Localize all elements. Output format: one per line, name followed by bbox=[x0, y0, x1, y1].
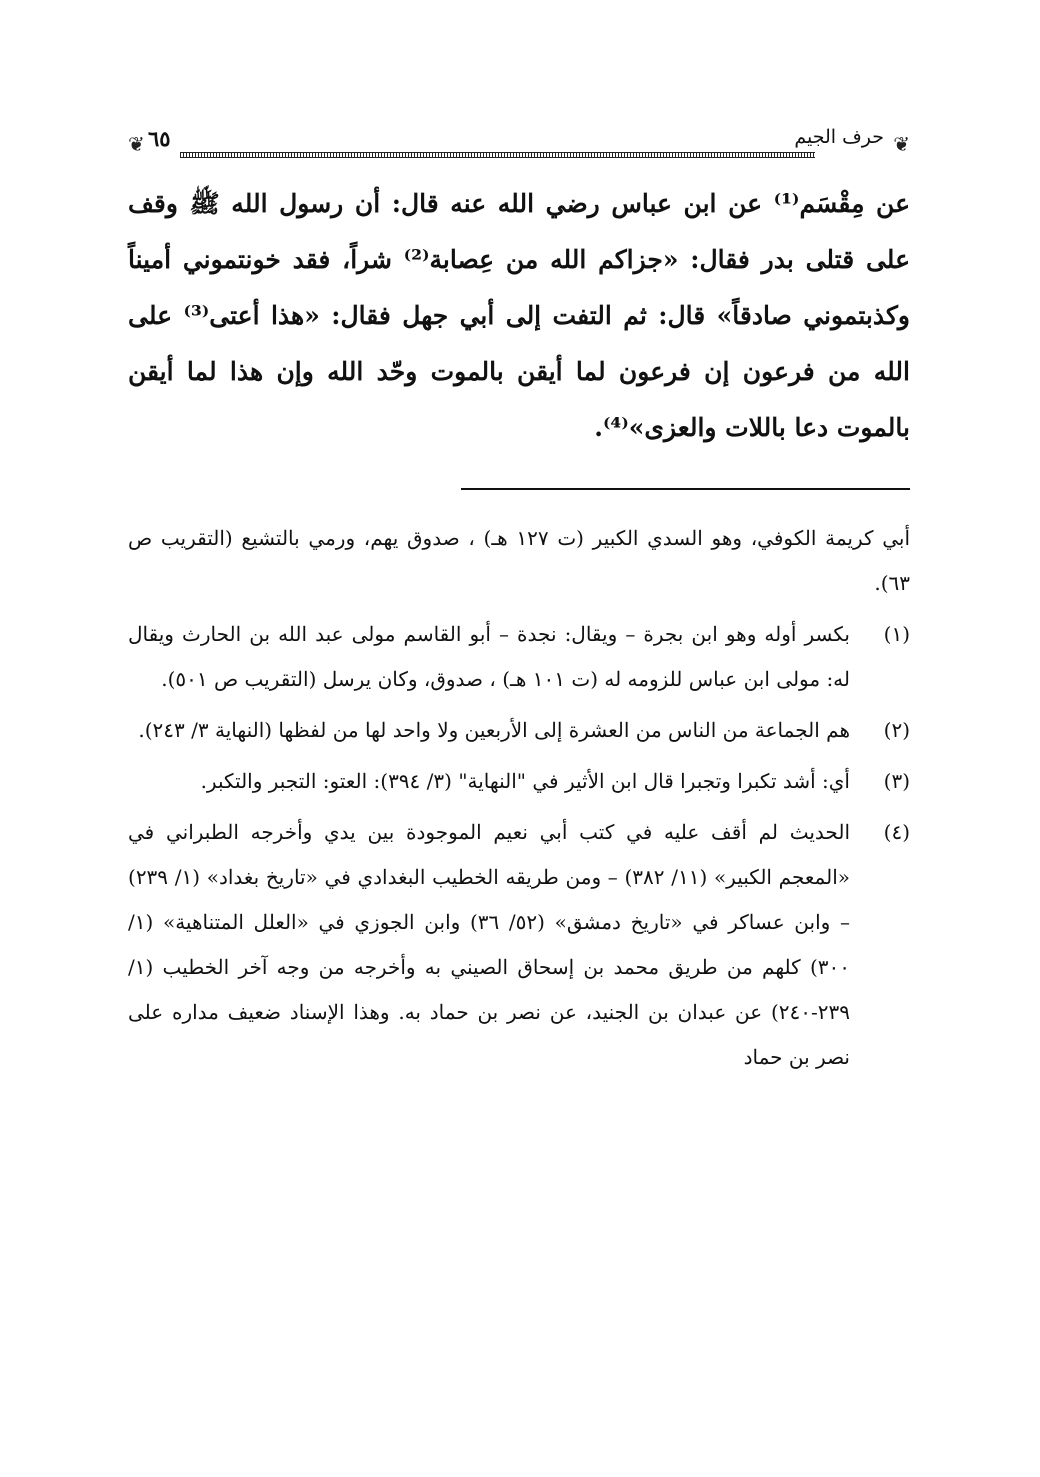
footnote-1 bbox=[128, 612, 910, 702]
footnote-text: هم الجماعة من الناس من العشرة إلى الأربعين ولا واحد لها من لفظها (النهاية ٣/ ٢٤٣). bbox=[138, 718, 850, 742]
footnote-text: أي: أشد تكبرا وتجبرا قال ابن الأثير في "النهاية" (٣/ ٣٩٤): العتو: التجبر والتكبر. bbox=[200, 769, 850, 793]
main-text bbox=[128, 176, 910, 456]
footnote-number: (١) bbox=[883, 622, 910, 646]
main-paragraph: عن مِقْسَم⁽¹⁾ عن ابن عباس رضي الله عنه قال: أن رسول الله ﷺ وقف على قتلى بدر فقال: «جزاكم الله من عِصابة⁽²⁾ شراً، فقد خونتموني أميناً وكذبتموني صادقاً» قال: ثم التفت إلى أبي جهل فقال: «هذا أعتى⁽³⁾ على الله من فرعون إن فرعون لما أيقن بالموت وحّد الله وإن هذا لما أيقن بالموت دعا باللات والعزى»⁽⁴⁾. bbox=[128, 189, 911, 442]
footnote-number: (٤) bbox=[883, 820, 910, 844]
footnote-number: (٢) bbox=[883, 718, 910, 742]
chapter-title: حرف الجيم bbox=[794, 126, 884, 148]
footnote-2 bbox=[128, 708, 910, 753]
footnote-text: الحديث لم أقف عليه في كتب أبي نعيم الموجودة بين يدي وأخرجه الطبراني في «المعجم الكبير» (١١/ ٣٨٢) – ومن طريقه الخطيب البغدادي في «تاريخ بغداد» (١/ ٢٣٩) – وابن عساكر في «تاريخ دمشق» (٥٢/ ٣٦) وابن الجوزي في «العلل المتناهية» (١/ ٣٠٠) كلهم من طريق محمد بن إسحاق الصيني به وأخرجه من وجه آخر الخطيب (١/ ٢٣٩-٢٤٠) عن عبدان بن الجنيد، عن نصر بن حماد به. وهذا الإسناد ضعيف مداره على نصر بن حماد bbox=[128, 820, 851, 1069]
footnote-separator bbox=[461, 488, 910, 490]
footnote-3 bbox=[128, 759, 910, 804]
footnotes bbox=[128, 516, 910, 1086]
page-number: ٦٥ bbox=[148, 126, 171, 151]
header-rule bbox=[180, 152, 815, 158]
page-header bbox=[128, 122, 910, 160]
footnote-continuation bbox=[128, 516, 910, 606]
footnote-text: أبي كريمة الكوفي، وهو السدي الكبير (ت ١٢٧ هـ) ، صدوق يهم، ورمي بالتشيع (التقريب ص ٦٣). bbox=[128, 526, 911, 595]
footnote-number: (٣) bbox=[883, 769, 910, 793]
footnote-4 bbox=[128, 810, 910, 1080]
ornament-icon: ❦ bbox=[128, 132, 145, 156]
ornament-icon: ❦ bbox=[893, 132, 910, 156]
footnote-text: بكسر أوله وهو ابن بجرة – ويقال: نجدة – أبو القاسم مولى عبد الله بن الحارث ويقال له: مولى ابن عباس للزومه له (ت ١٠١ هـ) ، صدوق، وكان يرسل (التقريب ص ٥٠١). bbox=[128, 622, 850, 691]
